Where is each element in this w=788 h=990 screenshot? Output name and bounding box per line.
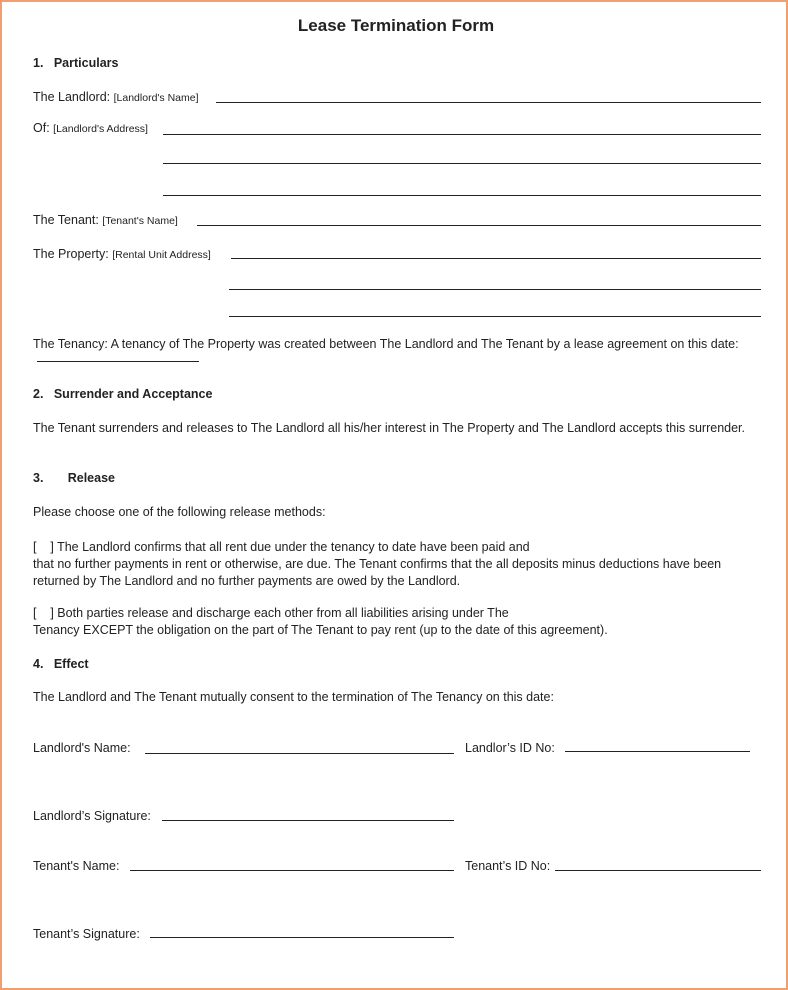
tenant-row (33, 213, 178, 227)
tenant-label: The Tenant: (33, 213, 99, 227)
property-hint: [Rental Unit Address] (112, 249, 211, 261)
landlord-name-field[interactable] (216, 102, 761, 103)
landlord-name-signature-field[interactable] (145, 753, 454, 754)
release-option-2[interactable] (33, 605, 763, 639)
release-intro: Please choose one of the following release methods: (33, 505, 326, 519)
release-option-1-line1: [ ] The Landlord confirms that all rent due under the tenancy to date have been paid and (33, 540, 530, 554)
landlord-signature-label: Landlord’s Signature: (33, 809, 151, 823)
release-option-2-line1: [ ] Both parties release and discharge each other from all liabilities arising under The (33, 606, 509, 620)
section-1-heading: 1. Particulars (33, 56, 119, 70)
release-option-1-rest: that no further payments in rent or otherwise, are due. The Tenant confirms that the all deposits minus deductions have been returned by The Landlord and no further payments are owed by the Landlord. (33, 557, 722, 588)
landlord-label: The Landlord: (33, 90, 111, 104)
release-option-2-rest: Tenancy EXCEPT the obligation on the part of The Tenant to pay rent (up to the date of this agreement). (33, 623, 608, 637)
property-label: The Property: (33, 247, 109, 261)
landlord-hint: [Landlord's Name] (113, 92, 199, 104)
section-2-heading: 2. Surrender and Acceptance (33, 387, 213, 401)
tenancy-paragraph (33, 336, 763, 370)
landlord-name-label: Landlord's Name: (33, 741, 131, 755)
tenant-signature-field[interactable] (150, 937, 454, 938)
landlord-address-field-3[interactable] (163, 195, 761, 196)
property-address-field-3[interactable] (229, 316, 761, 317)
form-title: Lease Termination Form (297, 16, 495, 35)
tenant-signature-label: Tenant’s Signature: (33, 927, 140, 941)
tenant-id-label: Tenant’s ID No: (465, 859, 551, 873)
property-address-field-1[interactable] (231, 258, 761, 259)
landlord-id-field[interactable] (565, 751, 750, 752)
landlord-id-label: Landlor’s ID No: (465, 741, 555, 755)
tenancy-text: The Tenancy: A tenancy of The Property was created between The Landlord and The Tenant by a lease agreement on this date: (33, 337, 739, 351)
section-3-heading: 3. Release (33, 471, 115, 485)
of-label: Of: (33, 121, 50, 135)
tenant-name-signature-field[interactable] (130, 870, 454, 871)
release-option-1[interactable] (33, 539, 763, 590)
property-row (33, 247, 211, 261)
property-address-field-2[interactable] (229, 289, 761, 290)
tenancy-date-field[interactable] (37, 361, 199, 362)
of-hint: [Landlord's Address] (53, 123, 148, 135)
landlord-address-field-1[interactable] (163, 134, 761, 135)
surrender-paragraph: The Tenant surrenders and releases to The Landlord all his/her interest in The Property and The Landlord accepts this surrender. (33, 421, 745, 435)
tenant-id-field[interactable] (555, 870, 761, 871)
of-row (33, 121, 148, 135)
section-4-heading: 4. Effect (33, 657, 89, 671)
tenant-name-field[interactable] (197, 225, 761, 226)
tenant-hint: [Tenant's Name] (102, 215, 178, 227)
effect-text: The Landlord and The Tenant mutually consent to the termination of The Tenancy on this date: (33, 690, 554, 704)
landlord-address-field-2[interactable] (163, 163, 761, 164)
landlord-signature-field[interactable] (162, 820, 454, 821)
tenant-name-label: Tenant's Name: (33, 859, 120, 873)
landlord-row (33, 90, 199, 104)
